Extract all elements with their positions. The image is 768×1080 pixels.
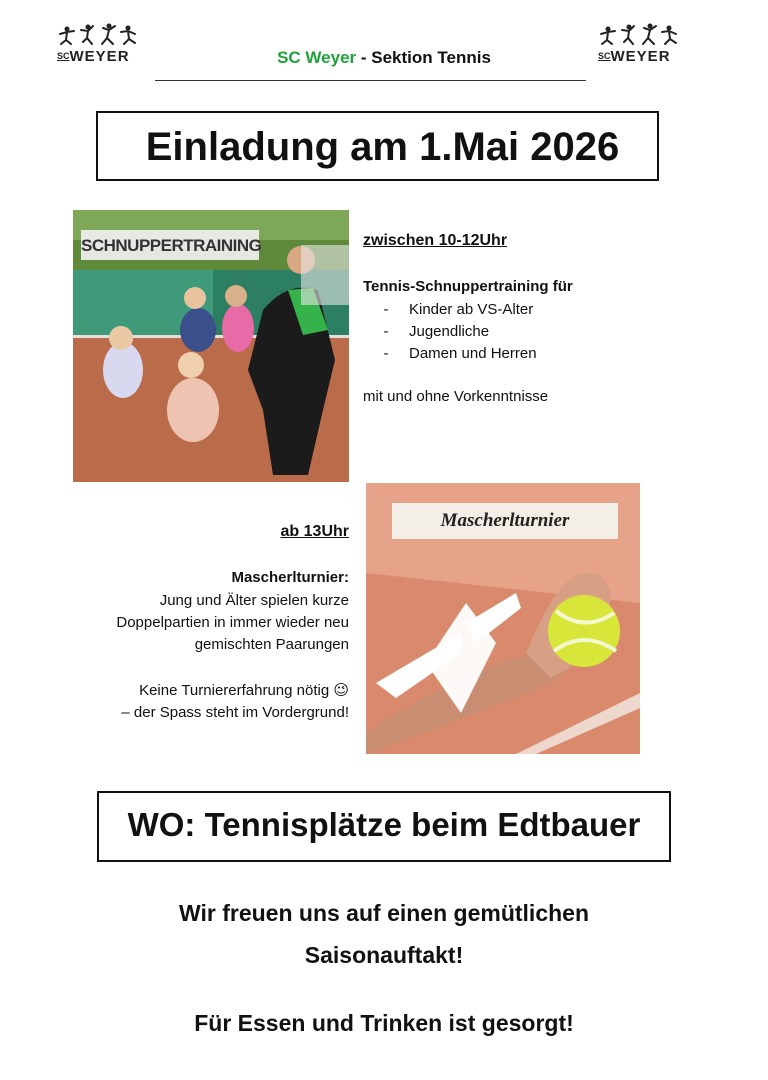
invitation-title: Einladung am 1.Mai 2026 — [145, 125, 620, 169]
logo-name: WEYER — [69, 48, 130, 65]
training-heading: Tennis-Schnuppertraining für — [363, 278, 573, 295]
section-name: - Sektion Tennis — [356, 48, 491, 67]
closing-line-1: Wir freuen uns auf einen gemütlichen — [178, 900, 589, 926]
logo-name: WEYER — [610, 48, 671, 65]
logo-sc: SC — [57, 51, 70, 61]
invitation-title-box — [96, 111, 659, 181]
list-item: - Jugendliche — [383, 323, 490, 340]
photo2-banner-text: Mascherlturnier — [440, 510, 570, 531]
mascherlturnier-photo — [366, 483, 640, 754]
target-group-list — [363, 299, 537, 365]
header-divider — [155, 80, 586, 81]
athletes-icon — [598, 22, 688, 48]
closing-line-2: Saisonauftakt! — [304, 942, 464, 968]
logo-sc: SC — [598, 51, 611, 61]
header-title — [0, 48, 768, 68]
list-item: - Kinder ab VS-Alter — [383, 301, 534, 318]
experience-note: mit und ohne Vorkenntnisse — [363, 388, 549, 405]
schnuppertraining-photo — [73, 210, 349, 482]
closing-line-3: Für Essen und Trinken ist gesorgt! — [194, 1010, 574, 1036]
list-item: - Damen und Herren — [383, 345, 537, 362]
fun-note: Keine Turniererfahrung nötig 😉 – der Spass steht im Vordergrund! — [121, 682, 349, 721]
photo1-banner-text: SCHNUPPERTRAINING — [81, 236, 262, 255]
club-name: SC Weyer — [277, 48, 357, 67]
athletes-icon — [57, 22, 147, 48]
tournament-heading: Mascherlturnier: — [231, 569, 349, 586]
tournament-description: Jung und Älter spielen kurze Doppelpartien in immer wieder neu gemischten Paarungen — [116, 592, 349, 653]
location-text: WO: Tennisplätze beim Edtbauer — [127, 806, 641, 843]
time-afternoon: ab 13Uhr — [280, 523, 349, 540]
location-box — [97, 791, 671, 862]
time-morning: zwischen 10-12Uhr — [363, 232, 508, 249]
